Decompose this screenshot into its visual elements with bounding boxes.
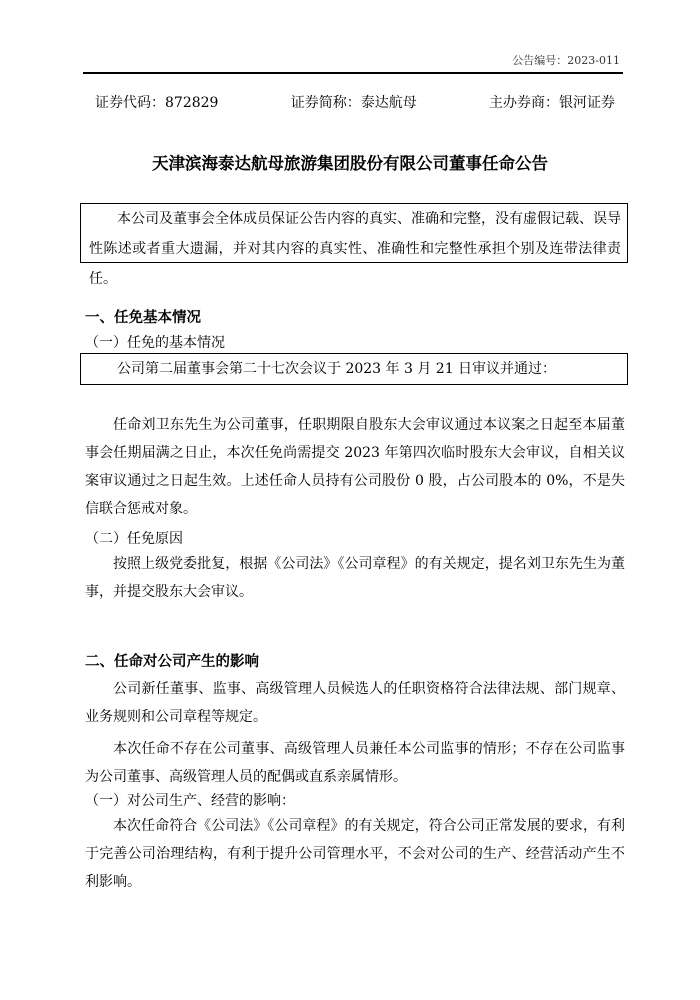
- notice-number: 公告编号：2023-011: [512, 54, 620, 67]
- section-1-sub-2-heading: （二）任免原因: [85, 531, 183, 547]
- securities-code: 证券代码：872829: [95, 95, 219, 111]
- meeting-line: 公司第二届董事会第二十七次会议于 2023 年 3 月 21 日审议并通过：: [117, 361, 557, 377]
- securities-info-row: [95, 92, 615, 112]
- statement-text: 本公司及董事会全体成员保证公告内容的真实、准确和完整，没有虚假记载、误导性陈述或者重大遗漏，并对其内容的真实性、准确性和完整性承担个别及连带法律责任。: [89, 211, 621, 287]
- securities-abbreviation: 证券简称：泰达航母: [290, 95, 417, 111]
- header-divider: [83, 72, 623, 74]
- section-2-sub-1-heading: （一）对公司生产、经营的影响：: [85, 793, 295, 809]
- operations-impact-paragraph: 本次任命符合《公司法》《公司章程》的有关规定，符合公司正常发展的要求，有利于完善公司治理结构，有利于提升公司管理水平，不会对公司的生产、经营活动产生不利影响。: [85, 818, 625, 890]
- statement-box: [80, 203, 628, 287]
- impact-paragraph-2: 本次任命不存在公司董事、高级管理人员兼任本公司监事的情形；不存在公司监事为公司董事、高级管理人员的配偶或直系亲属情形。: [85, 741, 625, 785]
- section-2-heading: 二、任命对公司产生的影响: [85, 654, 259, 670]
- section-1-sub-1-heading: （一）任免的基本情况: [85, 335, 225, 351]
- sponsor-broker: 主办券商：银河证券: [488, 95, 615, 111]
- meeting-box: [80, 353, 628, 385]
- appointment-paragraph: 任命刘卫东先生为公司董事，任职期限自股东大会审议通过本议案之日起至本届董事会任期届满之日止，本次任免尚需提交 2023 年第四次临时股东大会审议，自相关议案审议通过之日起生效。上述任命人员持有公司股份 0 股，占公司股本的 0%，不是失信联合惩戒对象。: [85, 417, 625, 517]
- section-1-heading: 一、任免基本情况: [85, 310, 201, 326]
- announcement-title: 天津滨海泰达航母旅游集团股份有限公司董事任命公告: [152, 154, 548, 173]
- impact-paragraph-1: 公司新任董事、监事、高级管理人员候选人的任职资格符合法律法规、部门规章、业务规则和公司章程等规定。: [85, 681, 625, 725]
- reason-paragraph: 按照上级党委批复，根据《公司法》《公司章程》的有关规定，提名刘卫东先生为董事，并提交股东大会审议。: [85, 556, 625, 600]
